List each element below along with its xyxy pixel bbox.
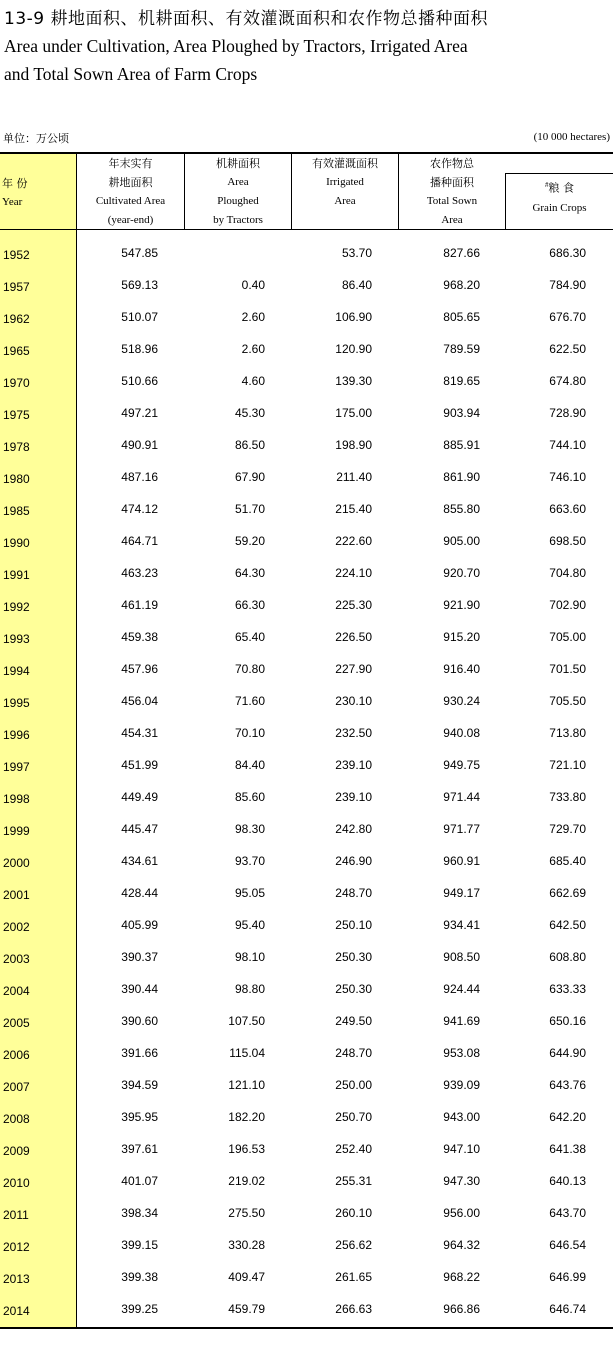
table-row <box>0 468 613 500</box>
sown-area-cell: 916.40 <box>443 662 480 676</box>
table-row <box>0 916 613 948</box>
cultivated-area-cell: 497.21 <box>121 406 158 420</box>
cultivated-area-cell: 394.59 <box>121 1078 158 1092</box>
year-cell: 1994 <box>3 664 30 678</box>
sown-area-cell: 966.86 <box>443 1302 480 1316</box>
ploughed-area-cell: 65.40 <box>234 630 265 644</box>
irrigated-area-cell: 86.40 <box>341 278 372 292</box>
ploughed-area-cell: 64.30 <box>234 566 265 580</box>
header-ploughed-line1: 机耕面积 <box>216 157 260 170</box>
year-cell: 1996 <box>3 728 30 742</box>
table-row <box>0 660 613 692</box>
header-sown-line2: 播种面积 <box>430 176 474 189</box>
table-row <box>0 1268 613 1300</box>
year-cell: 2000 <box>3 856 30 870</box>
cultivated-area-cell: 510.66 <box>121 374 158 388</box>
unit-label-cn: 单位：万公顷 <box>3 132 69 145</box>
grain-area-cell: 642.20 <box>549 1110 586 1124</box>
table-body <box>0 244 613 1332</box>
year-cell: 1985 <box>3 504 30 518</box>
cultivated-area-cell: 399.25 <box>121 1302 158 1316</box>
header-ploughed-line3: Ploughed <box>217 195 259 207</box>
cultivated-area-cell: 518.96 <box>121 342 158 356</box>
table-row <box>0 948 613 980</box>
year-cell: 2001 <box>3 888 30 902</box>
irrigated-area-cell: 256.62 <box>335 1238 372 1252</box>
cultivated-area-cell: 451.99 <box>121 758 158 772</box>
grain-area-cell: 744.10 <box>549 438 586 452</box>
grain-area-cell: 704.80 <box>549 566 586 580</box>
cultivated-area-cell: 391.66 <box>121 1046 158 1060</box>
grain-area-cell: 705.50 <box>549 694 586 708</box>
cultivated-area-cell: 399.15 <box>121 1238 158 1252</box>
table-header <box>0 154 613 230</box>
table-row <box>0 1172 613 1204</box>
year-cell: 2013 <box>3 1272 30 1286</box>
table-row <box>0 340 613 372</box>
grain-footnote-mark: # <box>545 181 549 189</box>
irrigated-area-cell: 222.60 <box>335 534 372 548</box>
ploughed-area-cell: 409.47 <box>228 1270 265 1284</box>
year-cell: 1990 <box>3 536 30 550</box>
cultivated-area-cell: 434.61 <box>121 854 158 868</box>
sown-area-cell: 921.90 <box>443 598 480 612</box>
grain-area-cell: 713.80 <box>549 726 586 740</box>
ploughed-area-cell: 45.30 <box>234 406 265 420</box>
cultivated-area-cell: 456.04 <box>121 694 158 708</box>
table-row <box>0 884 613 916</box>
sown-area-cell: 953.08 <box>443 1046 480 1060</box>
ploughed-area-cell: 98.30 <box>234 822 265 836</box>
unit-label-en: (10 000 hectares) <box>533 131 610 143</box>
cultivated-area-cell: 395.95 <box>121 1110 158 1124</box>
irrigated-area-cell: 198.90 <box>335 438 372 452</box>
grain-area-cell: 685.40 <box>549 854 586 868</box>
table-row <box>0 1012 613 1044</box>
year-cell: 2006 <box>3 1048 30 1062</box>
table-row <box>0 756 613 788</box>
ploughed-area-cell: 4.60 <box>241 374 265 388</box>
sown-area-cell: 940.08 <box>443 726 480 740</box>
header-irrigated-line1: 有效灌溉面积 <box>312 157 378 170</box>
ploughed-area-cell: 459.79 <box>228 1302 265 1316</box>
cultivated-area-cell: 399.38 <box>121 1270 158 1284</box>
ploughed-area-cell: 51.70 <box>234 502 265 516</box>
sown-area-cell: 939.09 <box>443 1078 480 1092</box>
sown-area-cell: 819.65 <box>443 374 480 388</box>
ploughed-area-cell: 95.40 <box>234 918 265 932</box>
year-cell: 1952 <box>3 248 30 262</box>
irrigated-area-cell: 250.70 <box>335 1110 372 1124</box>
cultivated-area-cell: 461.19 <box>121 598 158 612</box>
sown-area-cell: 949.17 <box>443 886 480 900</box>
sown-area-cell: 941.69 <box>443 1014 480 1028</box>
data-table <box>0 152 613 1329</box>
cultivated-area-cell: 398.34 <box>121 1206 158 1220</box>
table-row <box>0 404 613 436</box>
sown-area-cell: 805.65 <box>443 310 480 324</box>
irrigated-area-cell: 248.70 <box>335 886 372 900</box>
irrigated-area-cell: 224.10 <box>335 566 372 580</box>
year-cell: 2009 <box>3 1144 30 1158</box>
irrigated-area-cell: 250.30 <box>335 950 372 964</box>
irrigated-area-cell: 53.70 <box>341 246 372 260</box>
irrigated-area-cell: 249.50 <box>335 1014 372 1028</box>
cultivated-area-cell: 428.44 <box>121 886 158 900</box>
sown-area-cell: 964.32 <box>443 1238 480 1252</box>
irrigated-area-cell: 211.40 <box>336 470 372 484</box>
irrigated-area-cell: 242.80 <box>335 822 372 836</box>
header-irrigated-line3: Area <box>334 195 356 207</box>
grain-area-cell: 646.99 <box>549 1270 586 1284</box>
year-cell: 1962 <box>3 312 30 326</box>
sown-area-cell: 827.66 <box>443 246 480 260</box>
irrigated-area-cell: 227.90 <box>335 662 372 676</box>
cultivated-area-cell: 397.61 <box>121 1142 158 1156</box>
year-cell: 2007 <box>3 1080 30 1094</box>
year-header-en: Year <box>2 196 23 208</box>
sown-area-cell: 949.75 <box>443 758 480 772</box>
irrigated-area-cell: 246.90 <box>335 854 372 868</box>
table-row <box>0 1140 613 1172</box>
year-cell: 2008 <box>3 1112 30 1126</box>
ploughed-area-cell: 0.40 <box>241 278 265 292</box>
irrigated-area-cell: 252.40 <box>335 1142 372 1156</box>
ploughed-area-cell: 93.70 <box>234 854 265 868</box>
year-cell: 2005 <box>3 1016 30 1030</box>
grain-area-cell: 701.50 <box>549 662 586 676</box>
irrigated-area-cell: 266.63 <box>335 1302 372 1316</box>
ploughed-area-cell: 71.60 <box>234 694 265 708</box>
irrigated-area-cell: 215.40 <box>335 502 372 516</box>
cultivated-area-cell: 510.07 <box>121 310 158 324</box>
header-cultivated-line4: (year-end) <box>107 214 154 226</box>
header-grain-en: Grain Crops <box>532 201 587 214</box>
ploughed-area-cell: 182.20 <box>228 1110 265 1124</box>
irrigated-area-cell: 260.10 <box>335 1206 372 1220</box>
grain-area-cell: 633.33 <box>549 982 586 996</box>
sown-area-cell: 908.50 <box>443 950 480 964</box>
sown-area-cell: 968.22 <box>443 1270 480 1284</box>
header-irrigated-line2: Irrigated <box>326 176 364 188</box>
irrigated-area-cell: 120.90 <box>335 342 372 356</box>
table-row <box>0 1076 613 1108</box>
irrigated-area-cell: 248.70 <box>335 1046 372 1060</box>
cultivated-area-cell: 457.96 <box>121 662 158 676</box>
header-sown-line1: 农作物总 <box>430 157 474 170</box>
cultivated-area-cell: 390.37 <box>121 950 158 964</box>
header-sown <box>399 154 505 229</box>
ploughed-area-cell: 70.80 <box>234 662 265 676</box>
sown-area-cell: 903.94 <box>443 406 480 420</box>
header-ploughed <box>185 154 291 229</box>
grain-area-cell: 642.50 <box>549 918 586 932</box>
table-title-cn: 13-9 耕地面积、机耕面积、有效灌溉面积和农作物总播种面积 <box>4 9 488 29</box>
table-row <box>0 724 613 756</box>
sown-area-cell: 956.00 <box>443 1206 480 1220</box>
table-row <box>0 980 613 1012</box>
year-cell: 1978 <box>3 440 30 454</box>
sown-area-cell: 855.80 <box>443 502 480 516</box>
table-row <box>0 692 613 724</box>
cultivated-area-cell: 390.44 <box>121 982 158 996</box>
cultivated-area-cell: 454.31 <box>121 726 158 740</box>
cultivated-area-cell: 390.60 <box>121 1014 158 1028</box>
year-cell: 1991 <box>3 568 30 582</box>
year-cell: 1993 <box>3 632 30 646</box>
year-cell: 2011 <box>3 1208 29 1222</box>
table-row <box>0 564 613 596</box>
ploughed-area-cell: 59.20 <box>234 534 265 548</box>
ploughed-area-cell: 67.90 <box>234 470 265 484</box>
grain-area-cell: 608.80 <box>549 950 586 964</box>
table-row <box>0 820 613 852</box>
cultivated-area-cell: 401.07 <box>121 1174 158 1188</box>
table-title-en-line2: and Total Sown Area of Farm Crops <box>4 64 258 84</box>
table-row <box>0 1204 613 1236</box>
table-row <box>0 788 613 820</box>
grain-area-cell: 729.70 <box>549 822 586 836</box>
header-grain-cn: 粮 食 <box>548 181 574 195</box>
header-sown-line4: Area <box>441 214 463 226</box>
cultivated-area-cell: 449.49 <box>121 790 158 804</box>
ploughed-area-cell: 219.02 <box>228 1174 265 1188</box>
irrigated-area-cell: 239.10 <box>335 758 372 772</box>
header-ploughed-line4: by Tractors <box>213 214 263 226</box>
grain-area-cell: 746.10 <box>549 470 586 484</box>
year-cell: 2012 <box>3 1240 30 1254</box>
irrigated-area-cell: 261.65 <box>335 1270 372 1284</box>
ploughed-area-cell: 84.40 <box>234 758 265 772</box>
irrigated-area-cell: 175.00 <box>335 406 372 420</box>
sown-area-cell: 920.70 <box>443 566 480 580</box>
header-grain <box>505 173 613 229</box>
ploughed-area-cell: 98.80 <box>234 982 265 996</box>
header-irrigated <box>292 154 398 229</box>
grain-area-cell: 641.38 <box>549 1142 586 1156</box>
irrigated-area-cell: 230.10 <box>335 694 372 708</box>
grain-area-cell: 663.60 <box>549 502 586 516</box>
ploughed-area-cell: 2.60 <box>241 342 265 356</box>
year-cell: 1992 <box>3 600 30 614</box>
ploughed-area-cell: 85.60 <box>234 790 265 804</box>
grain-area-cell: 662.69 <box>549 886 586 900</box>
ploughed-area-cell: 330.28 <box>228 1238 265 1252</box>
cultivated-area-cell: 405.99 <box>121 918 158 932</box>
ploughed-area-cell: 196.53 <box>228 1142 265 1156</box>
sown-area-cell: 924.44 <box>443 982 480 996</box>
cultivated-area-cell: 459.38 <box>121 630 158 644</box>
header-sown-line3: Total Sown <box>426 195 478 207</box>
table-row <box>0 276 613 308</box>
cultivated-area-cell: 547.85 <box>121 246 158 260</box>
irrigated-area-cell: 239.10 <box>335 790 372 804</box>
year-header <box>0 174 77 212</box>
ploughed-area-cell: 2.60 <box>241 310 265 324</box>
irrigated-area-cell: 106.90 <box>335 310 372 324</box>
grain-area-cell: 644.90 <box>549 1046 586 1060</box>
grain-area-cell: 646.54 <box>549 1238 586 1252</box>
table-row <box>0 1300 613 1332</box>
year-cell: 2004 <box>3 984 30 998</box>
year-cell: 1995 <box>3 696 30 710</box>
year-cell: 1999 <box>3 824 30 838</box>
cultivated-area-cell: 490.91 <box>121 438 158 452</box>
header-ploughed-line2: Area <box>227 176 249 188</box>
grain-area-cell: 702.90 <box>549 598 586 612</box>
irrigated-area-cell: 255.31 <box>335 1174 372 1188</box>
grain-area-cell: 686.30 <box>549 246 586 260</box>
grain-area-cell: 622.50 <box>549 342 586 356</box>
ploughed-area-cell: 275.50 <box>228 1206 265 1220</box>
table-row <box>0 852 613 884</box>
cultivated-area-cell: 463.23 <box>121 566 158 580</box>
ploughed-area-cell: 115.04 <box>229 1046 265 1060</box>
table-row <box>0 1108 613 1140</box>
grain-area-cell: 784.90 <box>549 278 586 292</box>
year-cell: 2003 <box>3 952 30 966</box>
table-row <box>0 372 613 404</box>
ploughed-area-cell: 66.30 <box>234 598 265 612</box>
year-header-cn: 年 份 <box>2 177 28 190</box>
cultivated-area-cell: 487.16 <box>121 470 158 484</box>
year-cell: 1980 <box>3 472 30 486</box>
sown-area-cell: 943.00 <box>443 1110 480 1124</box>
ploughed-area-cell: 121.10 <box>228 1078 265 1092</box>
ploughed-area-cell: 98.10 <box>234 950 265 964</box>
table-row <box>0 532 613 564</box>
sown-area-cell: 861.90 <box>443 470 480 484</box>
irrigated-area-cell: 250.30 <box>335 982 372 996</box>
year-cell: 1997 <box>3 760 30 774</box>
year-cell: 1998 <box>3 792 30 806</box>
table-row <box>0 1236 613 1268</box>
sown-area-cell: 930.24 <box>443 694 480 708</box>
ploughed-area-cell: 70.10 <box>234 726 265 740</box>
sown-area-cell: 789.59 <box>443 342 480 356</box>
year-cell: 1957 <box>3 280 30 294</box>
table-title-en-line1: Area under Cultivation, Area Ploughed by Tractors, Irrigated Area <box>4 36 468 56</box>
sown-area-cell: 960.91 <box>443 854 480 868</box>
year-cell: 1970 <box>3 376 30 390</box>
cultivated-area-cell: 474.12 <box>121 502 158 516</box>
header-cultivated-line3: Cultivated Area <box>95 195 166 207</box>
cultivated-area-cell: 464.71 <box>121 534 158 548</box>
table-row <box>0 596 613 628</box>
year-cell: 2002 <box>3 920 30 934</box>
ploughed-area-cell: 107.50 <box>228 1014 265 1028</box>
table-row <box>0 628 613 660</box>
grain-area-cell: 643.76 <box>549 1078 586 1092</box>
grain-area-cell: 733.80 <box>549 790 586 804</box>
grain-area-cell: 640.13 <box>549 1174 586 1188</box>
irrigated-area-cell: 250.00 <box>335 1078 372 1092</box>
irrigated-area-cell: 226.50 <box>335 630 372 644</box>
year-cell: 2014 <box>3 1304 30 1318</box>
sown-area-cell: 905.00 <box>443 534 480 548</box>
sown-area-cell: 968.20 <box>443 278 480 292</box>
year-cell: 1965 <box>3 344 30 358</box>
header-cultivated-line1: 年末实有 <box>108 157 153 170</box>
table-row <box>0 500 613 532</box>
sown-area-cell: 947.30 <box>443 1174 480 1188</box>
irrigated-area-cell: 139.30 <box>335 374 372 388</box>
table-row <box>0 436 613 468</box>
grain-area-cell: 643.70 <box>549 1206 586 1220</box>
header-cultivated-line2: 耕地面积 <box>108 176 153 189</box>
table-row <box>0 244 613 276</box>
cultivated-area-cell: 569.13 <box>121 278 158 292</box>
table-row <box>0 1044 613 1076</box>
sown-area-cell: 971.44 <box>443 790 480 804</box>
grain-area-cell: 721.10 <box>549 758 586 772</box>
sown-area-cell: 971.77 <box>443 822 480 836</box>
grain-area-cell: 676.70 <box>549 310 586 324</box>
sown-area-cell: 947.10 <box>443 1142 480 1156</box>
grain-area-cell: 728.90 <box>549 406 586 420</box>
grain-area-cell: 674.80 <box>549 374 586 388</box>
grain-area-cell: 650.16 <box>549 1014 586 1028</box>
cultivated-area-cell: 445.47 <box>121 822 158 836</box>
sown-area-cell: 885.91 <box>443 438 480 452</box>
irrigated-area-cell: 225.30 <box>335 598 372 612</box>
grain-area-cell: 698.50 <box>549 534 586 548</box>
year-cell: 1975 <box>3 408 30 422</box>
header-cultivated <box>77 154 184 229</box>
ploughed-area-cell: 86.50 <box>234 438 265 452</box>
irrigated-area-cell: 250.10 <box>335 918 372 932</box>
sown-area-cell: 915.20 <box>443 630 480 644</box>
sown-area-cell: 934.41 <box>443 918 480 932</box>
table-row <box>0 308 613 340</box>
ploughed-area-cell: 95.05 <box>234 886 265 900</box>
year-cell: 2010 <box>3 1176 30 1190</box>
grain-area-cell: 705.00 <box>549 630 586 644</box>
irrigated-area-cell: 232.50 <box>335 726 372 740</box>
grain-area-cell: 646.74 <box>549 1302 586 1316</box>
